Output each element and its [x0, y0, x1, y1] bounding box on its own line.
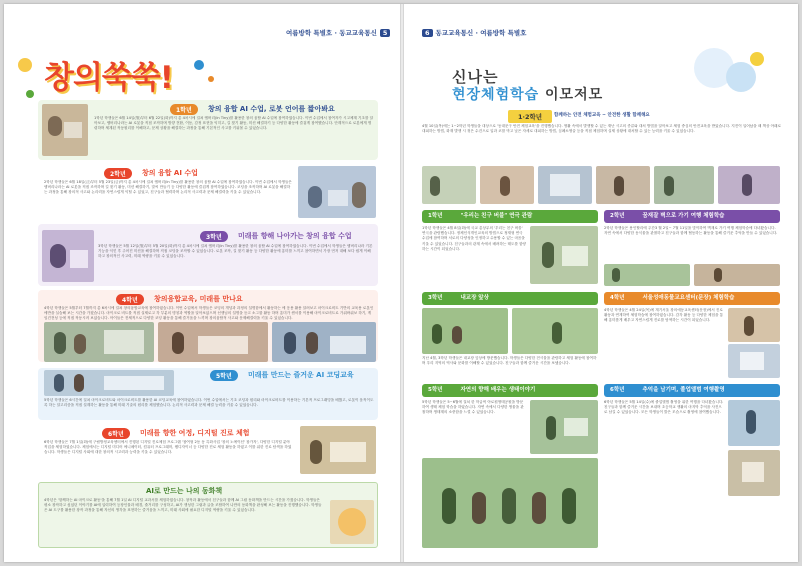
right-title-line2: [452, 84, 603, 104]
badge-grade-5: 5학년: [210, 370, 238, 381]
intro-text: 4월 10일(목)에는 1~2학년 학생들을 대상으로 '동대문구 안전 체험교육'을 진행했습니다. 생활 속에서 발생할 수 있는 재난 시고의 종류와 대처 방법을 알아보고 체험 중심의 안전교육을 받았습니다. 지진이 일어났을 때 책상 아래로 대피하는 방법, 화재 발생 시 젖은 수건으로 입과 코를 막고 낮은 자세로 대피하는 방법, 심폐소생술 등을 직접 체험하며 실제 상황에 대처할 수 있는 능력을 키울 수 있었습니다.: [422, 124, 781, 134]
badge-grade-6: 6학년: [102, 428, 130, 439]
ai-box-text: 4학년은 '함께하는 AI 마이크로 활동'을 통해 7월 1일 AI 디지털 교과서를 체험하였습니다. 창작과 활동에서 친구들과 함께 AI 그림 동화책을 만드는 시간을 가졌습니다. 학생들은 평소 창작하고 싶었던 이야기를 AI에 입력하여 등장인물과 배경, 줄거리를 구성하고, AI가 생성한 그림과 글을 조합하여 나만의 동화책을 완성해 보는 활동을 진행했습니다. 학생들은 AI 도구를 활용한 창작 과정을 통해 자신의 생각을 표현하는 즐거움을 느끼고, 미래 사회에 필요한 디지털 역량을 키울 수 있었습니다.: [44, 498, 322, 513]
ai-box-illustration: [330, 500, 374, 544]
photo-safety-6: [718, 166, 780, 204]
photo-safety-2: [480, 166, 534, 204]
ribbon-grade-1-2: 1·2학년: [508, 110, 552, 123]
grade-1-label: 1학년: [428, 213, 443, 219]
left-page-number: 5: [380, 29, 391, 37]
title-grade-3: 미래를 향해 나아가는 창의 융합 수업: [238, 232, 352, 240]
photo-safety-3: [538, 166, 592, 204]
right-running-header: [422, 28, 526, 37]
photo-grade-1: [42, 104, 88, 156]
photo-grade-4b: [158, 322, 268, 362]
left-runhead-text: 여름방학 특별호 · 동교교육통신: [286, 29, 377, 37]
photo-grade-3: [42, 230, 94, 282]
photo-grade-5: [44, 370, 174, 396]
grade-3-title: 내교장 앞상: [460, 295, 489, 301]
grade-2-label: 2학년: [610, 213, 625, 219]
grade-6-label: 6학년: [610, 387, 625, 393]
grade-5-text: 5학년 학생들은 5~6월에 걸쳐 한 학급씩 아로원생태공원을 방문하여 생태 체험 학습을 하였습니다. 자연 속에서 다양한 생물을 관찰하며 생태계의 소중함을 느낄 수 있었습니다.: [422, 400, 524, 415]
left-page: [4, 4, 400, 562]
photo-grade-1-play: [530, 226, 598, 284]
deco-circle: [26, 90, 34, 98]
grade-2-title: 꿈재잘 벽으로 가기 여행 체험학습: [642, 213, 725, 219]
photo-grade-3-a: [422, 308, 508, 354]
grade-1-text: 1학년 학생들은 4월 8일(화)에 국교 총상무의 '우리는 친구 버블' 연극을 관람했습니다. 정체인식개인교육의 방법으로 정재형 연극 수업에 참여하며 서로의 다양성을 인정하고 수용할 수 있는 마음을 키울 수 있었습니다. 친구들과의 관계 속에서 배려하는 태도를 함양하는 시간이 되었습니다.: [422, 226, 526, 251]
title-grade-1: 창의 융합 AI 수업, 로봇 언어를 짧아봐요: [208, 105, 335, 113]
grade-4-title: 서울성애동물교요센터(문장) 체험학습: [642, 295, 735, 301]
bar-grade-1: [422, 210, 598, 223]
deco-circle: [726, 62, 756, 92]
ribbon-subtitle: 함께하는 안전 체험교육 ~ 안전한 생활 함께해요: [554, 113, 650, 118]
text-grade-4: 4학년 학생들은 5월부터 7월까지 총 6차시에 걸쳐 창의융합교육에 참여하였습니다. 이번 수업에서 학생들은 코딩의 개념과 과정의 설명함에서 활동하는 에 응용 활용 알려보고 마이크로비트 기반의 교육용 로봇인 에반을 실습해 보는 시간을 가졌습니다. 마이크로 비트를 직접 실제로고 각 부분의 명칭과 역할을 알아보았으며 선생님의 설명을 듣고 소그룹 활동 하며 흥미가 센서를 이용해 마이크로비트로 가위바위보 하기, 게임건전성 등에 직접 작동시켜 보았습니다. 아이들은 전체적으로 다양한 코딩 활동을 통해 즐거움을 느끼며 창의융합적 사고와 문제해결력을 키울 수 있었습니다.: [44, 306, 374, 321]
photo-grade-2-b: [694, 264, 780, 286]
grade-3-label: 3학년: [428, 295, 443, 301]
title-grade-5: 미래를 만드는 즐거운 AI 코딩교육: [248, 371, 354, 379]
text-grade-5: 5학년 학생들은 6시간에 걸쳐 마이크로비트와 마이크로비트를 활용한 AI 코딩교육에 참여하였습니다. 이번 수업에서는 기초 코딩과 원리와 마이크로비트를 이용하는 기본적 프로그래밍을 배웠고, 로봇이 움직이도록 하는 알고리즘을 직접 설계하는 활동을 통해 미래 기술의 원리를 체험했습니다. 논리적 사고력과 문제 해결 능력을 키울 수 있었습니다.: [44, 398, 374, 408]
right-title-line1: 신나는: [452, 68, 499, 86]
photo-safety-5: [654, 166, 714, 204]
photo-grade-6-a: [728, 400, 780, 446]
title-grade-2: 창의 융합 AI 수업: [142, 169, 198, 177]
right-title-rest: 이모저모: [545, 87, 604, 103]
right-page-number: 6: [422, 29, 433, 37]
grade-2-text: 2학년 학생들은 용인할리에 주간3 월 2일~ 7월 11일을 맞이하여 벽재로 가기 여행 체험학습에 다녀왔습니다. 자연 속에서 다양한 동식물을 관찰하고 친구들과 함께 협동하는 활동을 통해 즐거운 추억을 만들 수 있었습니다.: [604, 226, 778, 236]
photo-grade-4-a: [728, 308, 780, 342]
text-grade-2: 2학년 학생들은 6월 18일(금)부터 5월 23일(금)까지 총 4차시에 걸쳐 엠버리(In Tiny)를 활용한 창의 융합 AI 수업에 참여하였습니다. 이번 수업에서 학생들은 엠버리나라는 AI 로봇을 직접 조작하며 길 찾기 활동, 미션 해결하기, 말씨 만들기 등 다양한 활동에 즐겁게 참여하였습니다. 코딩을 조작하며 AI 로봇을 해결하는 과정을 통해 창의적 사고와 논리력을 자연스럽게 익힐 수 있었고, 친구들과 협력하며 논리적 사고력과 문제 해결력을 키울 수 있었습니다.: [44, 180, 292, 195]
grade-6-title: 추억을 남기며, 졸업앨범 여행촬영: [642, 387, 725, 393]
photo-grade-5: [530, 400, 598, 454]
text-grade-3: 3학년 학생들은 5월 12일(월)부터 5월 20일(화)까지 총 4차시에 걸쳐 엠버리(In Tiny)를 활용한 창의 융합 AI 수업에 참여하였습니다. 이번 수업에서 학생들은 엠버리나라 기본 기능을 익힌 후 주어진 미션을 해결하며 직접 코딩을 조작할 수 있었습니다. 로봇 조작, 길 찾기 활동 등 다양한 활동에 흥미를 느끼고 참여하면서 가장 먼저 대해 보다 쉽게 이해하고 창의적인 사고력, 미래 역량을 키울 수 있었습니다.: [98, 244, 373, 259]
deco-circle: [194, 60, 204, 70]
photo-grade-6-b: [728, 450, 780, 496]
photo-grade-2: [298, 166, 376, 218]
right-runhead-text: 동교교육통신 · 여름방학 특별호: [435, 29, 527, 37]
deco-circle: [208, 76, 214, 82]
newsletter-spread: [4, 4, 798, 562]
photo-safety-1: [422, 166, 476, 204]
badge-grade-3: 3학년: [200, 231, 228, 242]
bar-grade-3: [422, 292, 598, 305]
grade-4-label: 4학년: [610, 295, 625, 301]
left-running-header: [286, 28, 390, 37]
grade-6-text: 6학년 학생들은 5월 14일(수)에 졸업앨범 촬영을 위한 여행을 다녀왔습니다. 친구들과 함께 즐거운 시간을 보내며 초등학교 생활의 마지막 추억을 사진으로 남길 수 있었습니다. 모든 학생들이 밝은 모습으로 촬영에 참여했습니다.: [604, 400, 724, 415]
photo-grade-5-wide: [422, 458, 598, 548]
bar-grade-5: [422, 384, 598, 397]
photo-grade-3-b: [512, 308, 598, 354]
grade-3-text: 지난 4월, 3학년 학생들은 내교장 앞상에 방문했습니다. 학생들은 다양한 전시물을 관람하고 체험 활동에 참여하며 우리 지역의 역사와 문화를 이해할 수 있었습니다. 친구들과 함께 즐거운 시간을 보냈습니다.: [422, 356, 597, 366]
left-page-title: 창의쑥쑥!: [44, 60, 173, 96]
grade-5-label: 5학년: [428, 387, 443, 393]
bar-grade-2: [604, 210, 780, 223]
right-page: [404, 4, 798, 562]
bar-grade-6: [604, 384, 780, 397]
photo-grade-6: [300, 426, 376, 474]
photo-grade-4-b: [728, 344, 780, 378]
text-grade-6: 6학년 학생들은 7월 1일(화)에 구립방정교육센터에서 진행된 디지털 진로체험 프로그램 '참여형 2동 동 특화사업 '창의 노에이션' 참가자', 다양한 디지털 분야 직업을 체험하였습니다. 체험에서는 디지털 미디어 에니메이터, 컴퓨터 프로그래머, 웹디자이너 등 다양한 진로 체험 활동을 하였고 이를 위한 진로 탐색을 하였습니다. 학생들은 디지털 사회에 대한 창의적 시고력과 능력을 키울 수 있었습니다.: [44, 440, 292, 455]
title-grade-4: 창의융합교육, 미래를 만나요: [154, 295, 243, 303]
photo-grade-4c: [272, 322, 376, 362]
right-title-highlight: 현장체험학습: [452, 87, 540, 103]
ai-box-title: AI로 만드는 나의 동화책: [146, 487, 223, 495]
title-grade-6: 미래를 향한 여정, 디지털 진로 체험: [140, 429, 250, 437]
badge-grade-4: 4학년: [116, 294, 144, 305]
badge-grade-1: 1학년: [170, 104, 198, 115]
badge-grade-2: 2학년: [104, 168, 132, 179]
grade-1-title: "우리는 친구 버블" 연극 관람: [460, 213, 533, 219]
grade-4-text: 4학년 학생들은 4월 24일(목)에 계기서울 창의애동교육센터(문장)에서 진로활동과 연계하여 체험학습에 참여하였습니다. 감각 활동 등 다양한 체험을 통해 흥미롭게 배우고 자연스럽게 진로를 탐색하는 시간이 되었습니다.: [604, 308, 724, 323]
photo-grade-2-a: [604, 264, 690, 286]
bar-grade-4: [604, 292, 780, 305]
text-grade-1: 1학년 학생들은 6월 14일(월)부터 6월 22일(화)까지 총 4차시에 걸쳐 엠버리(In Tiny)를 활용한 창의 융합 AI 수업에 참여하였습니다. 이번 수업에서 참여자가 시고체계 기초를 알아보고, 엠버리나라는 AI 로봇을 직접 조작하며 방향 전환, 이동, 감정 표현을 익히고, 길 찾기 활동, 미션 해결하기 등 다양한 활동에 즐겁게 참여했습니다. 단계적으로 로봇에게 명령하며 체계된 작동원리를 이해하고, 문제 상황을 해결하는 과정을 통해 기본적인 사고를 키워볼 수 있었습니다.: [94, 116, 374, 131]
photo-safety-4: [596, 166, 650, 204]
deco-circle: [18, 58, 32, 72]
deco-circle: [750, 52, 764, 66]
grade-5-title: 자연의 향해 배우는 생태이야기: [460, 387, 536, 393]
photo-grade-4a: [44, 322, 154, 362]
